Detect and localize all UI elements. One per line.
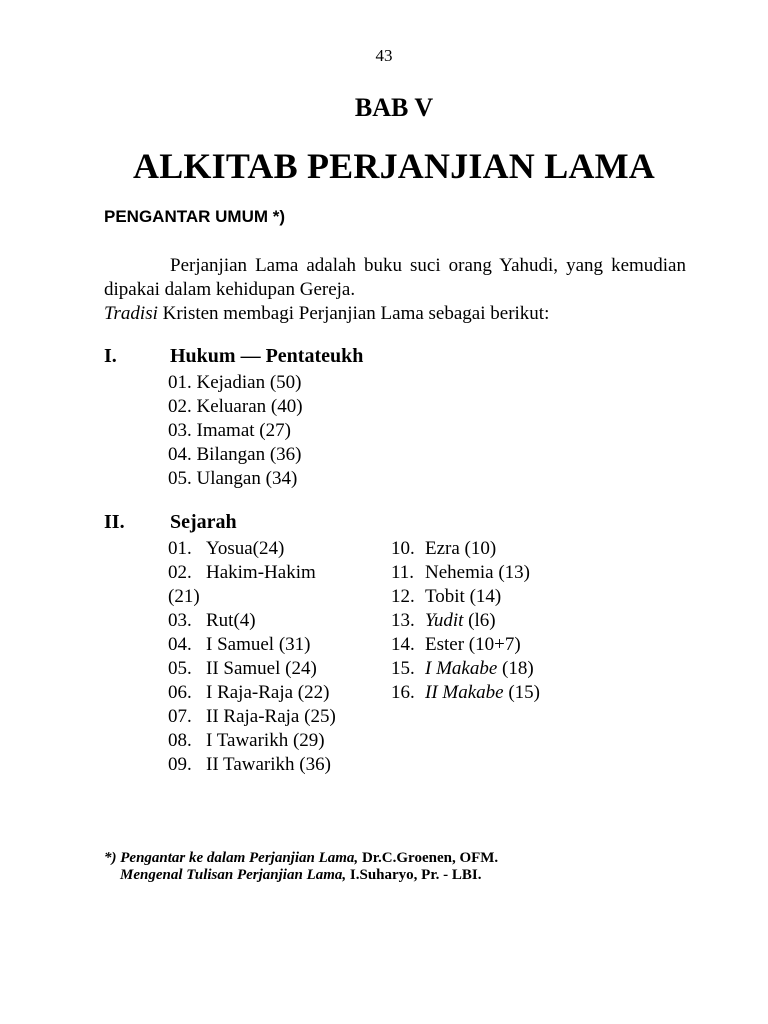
book-number: 08.	[168, 730, 192, 751]
list-item: 05. Ulangan (34)	[168, 468, 298, 489]
intro-paragraph	[104, 254, 686, 302]
book-name: Hakim-Hakim	[206, 562, 316, 583]
book-name: I Tawarikh (29)	[206, 730, 325, 751]
book-number: 07.	[168, 706, 192, 727]
book-name: (18)	[497, 658, 534, 679]
book-name: Tobit (14)	[425, 586, 502, 607]
list-item: 01. Kejadian (50)	[168, 372, 302, 393]
book-number: 12.	[391, 586, 415, 607]
book-number: 14.	[391, 634, 415, 655]
list-item	[168, 705, 336, 729]
list-item: 02. Keluaran (40)	[168, 396, 303, 417]
list-item	[391, 561, 540, 585]
footnote-2-author: I.Suharyo, Pr. - LBI.	[346, 867, 482, 883]
book-name-italic: Yudit	[425, 610, 464, 631]
part-1-title: Hukum — Pentateukh	[170, 345, 364, 367]
book-number: 02.	[168, 562, 192, 583]
book-number: 11.	[391, 562, 415, 583]
hukum-book-list	[168, 371, 303, 491]
footnote-2-title: Mengenal Tulisan Perjanjian Lama,	[120, 867, 347, 883]
list-item	[168, 657, 336, 681]
list-item	[168, 753, 336, 777]
list-item	[391, 657, 540, 681]
list-item	[168, 633, 336, 657]
intro-paragraph-text: Perjanjian Lama adalah buku suci orang Yahudi, yang kemudian dipakai dalam kehidupan Gereja.	[104, 255, 686, 300]
book-number: 03.	[168, 610, 192, 631]
list-item	[391, 585, 540, 609]
list-item: 03. Imamat (27)	[168, 420, 291, 441]
footnote-1-author: Dr.C.Groenen, OFM.	[358, 850, 499, 866]
book-number: 04.	[168, 634, 192, 655]
book-number: 05.	[168, 658, 192, 679]
list-item	[168, 609, 336, 633]
book-number: 09.	[168, 754, 192, 775]
book-number: 10.	[391, 538, 415, 559]
book-name: Yosua(24)	[206, 538, 285, 559]
book-name: (15)	[503, 682, 541, 703]
book-name: (21)	[168, 586, 200, 607]
list-item	[168, 681, 336, 705]
tradisi-word: Tradisi	[104, 303, 158, 324]
list-item: 04. Bilangan (36)	[168, 444, 302, 465]
book-name: Ester (10+7)	[425, 634, 521, 655]
chapter-heading: BAB V	[354, 93, 434, 122]
book-name: II Samuel (24)	[206, 658, 317, 679]
page-title: ALKITAB PERJANJIAN LAMA	[133, 146, 655, 186]
book-number: 13.	[391, 610, 415, 631]
book-name-italic: II Makabe	[425, 682, 504, 703]
part-2-title: Sejarah	[170, 511, 237, 533]
intro-paragraph-2-text: Kristen membagi Perjanjian Lama sebagai berikut:	[157, 303, 550, 324]
list-item	[391, 609, 540, 633]
book-number: 15.	[391, 658, 415, 679]
part-1-numeral: I.	[104, 345, 117, 367]
list-item	[168, 561, 336, 585]
book-number: 16.	[391, 682, 415, 703]
book-name: (l6)	[463, 610, 496, 631]
footnote-2	[120, 865, 481, 885]
list-item	[391, 633, 540, 657]
list-item	[168, 585, 336, 609]
book-name: II Raja-Raja (25)	[206, 706, 336, 727]
book-name-italic: I Makabe	[425, 658, 498, 679]
book-name: I Raja-Raja (22)	[206, 682, 330, 703]
book-name: Ezra (10)	[425, 538, 497, 559]
list-item	[391, 537, 540, 561]
book-number: 01.	[168, 538, 192, 559]
book-name: I Samuel (31)	[206, 634, 311, 655]
book-name: Rut(4)	[206, 610, 256, 631]
book-number: 06.	[168, 682, 192, 703]
footnote-1-title: *) Pengantar ke dalam Perjanjian Lama,	[104, 850, 359, 866]
book-name: Nehemia (13)	[425, 562, 530, 583]
page-number: 43	[375, 46, 393, 65]
list-item	[168, 537, 336, 561]
book-name: II Tawarikh (36)	[206, 754, 331, 775]
section-heading: PENGANTAR UMUM *)	[104, 207, 286, 226]
list-item	[391, 681, 540, 705]
list-item	[168, 729, 336, 753]
part-2-numeral: II.	[104, 511, 125, 533]
sejarah-book-list-left	[168, 537, 336, 777]
intro-paragraph-2	[104, 302, 686, 326]
sejarah-book-list-right	[391, 537, 540, 705]
